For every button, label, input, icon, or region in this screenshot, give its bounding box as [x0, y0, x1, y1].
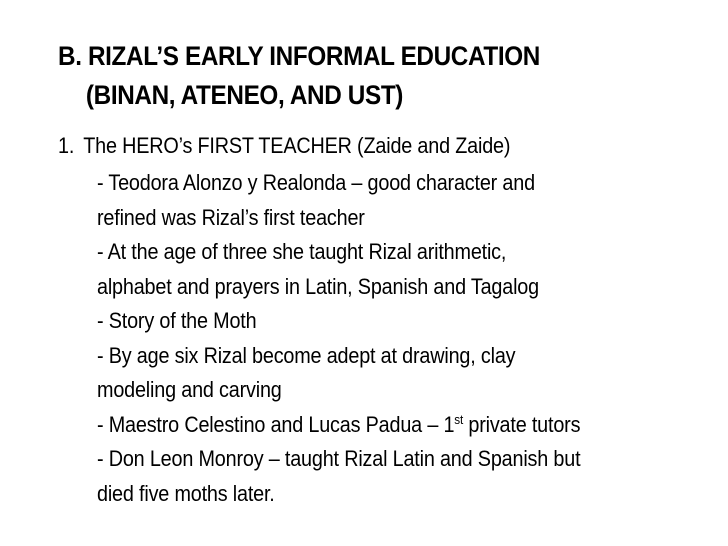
body-line: - By age six Rizal become adept at drawing, clay [97, 342, 516, 368]
body-line: modeling and carving [97, 377, 282, 402]
body-line: - Don Leon Monroy – taught Rizal Latin and Spanish but [97, 446, 581, 471]
list-item-number: 1. [58, 133, 75, 158]
title-line-2: (BINAN, ATENEO, AND UST) [85, 80, 404, 110]
body-line: - Story of the Moth [97, 308, 257, 333]
ordinal-superscript: st [454, 411, 464, 427]
title-line-1: B. RIZAL’S EARLY INFORMAL EDUCATION [58, 41, 540, 71]
item-body [97, 166, 580, 511]
body-line-tutors [97, 408, 580, 443]
body-line: - Teodora Alonzo y Realonda – good character and [97, 170, 535, 195]
tutors-text-before: - Maestro Celestino and Lucas Padua – 1 [97, 411, 455, 437]
body-line: alphabet and prayers in Latin, Spanish and Tagalog [97, 273, 539, 299]
tutors-text-after: private tutors [463, 411, 581, 437]
list-item-heading-text: The HERO’s FIRST TEACHER (Zaide and Zaide) [83, 133, 511, 158]
list-item-heading [58, 132, 510, 160]
body-line: refined was Rizal’s first teacher [97, 204, 365, 230]
body-line: died five moths later. [97, 480, 275, 506]
slide-title [58, 37, 634, 115]
body-line: - At the age of three she taught Rizal arithmetic, [97, 239, 507, 264]
